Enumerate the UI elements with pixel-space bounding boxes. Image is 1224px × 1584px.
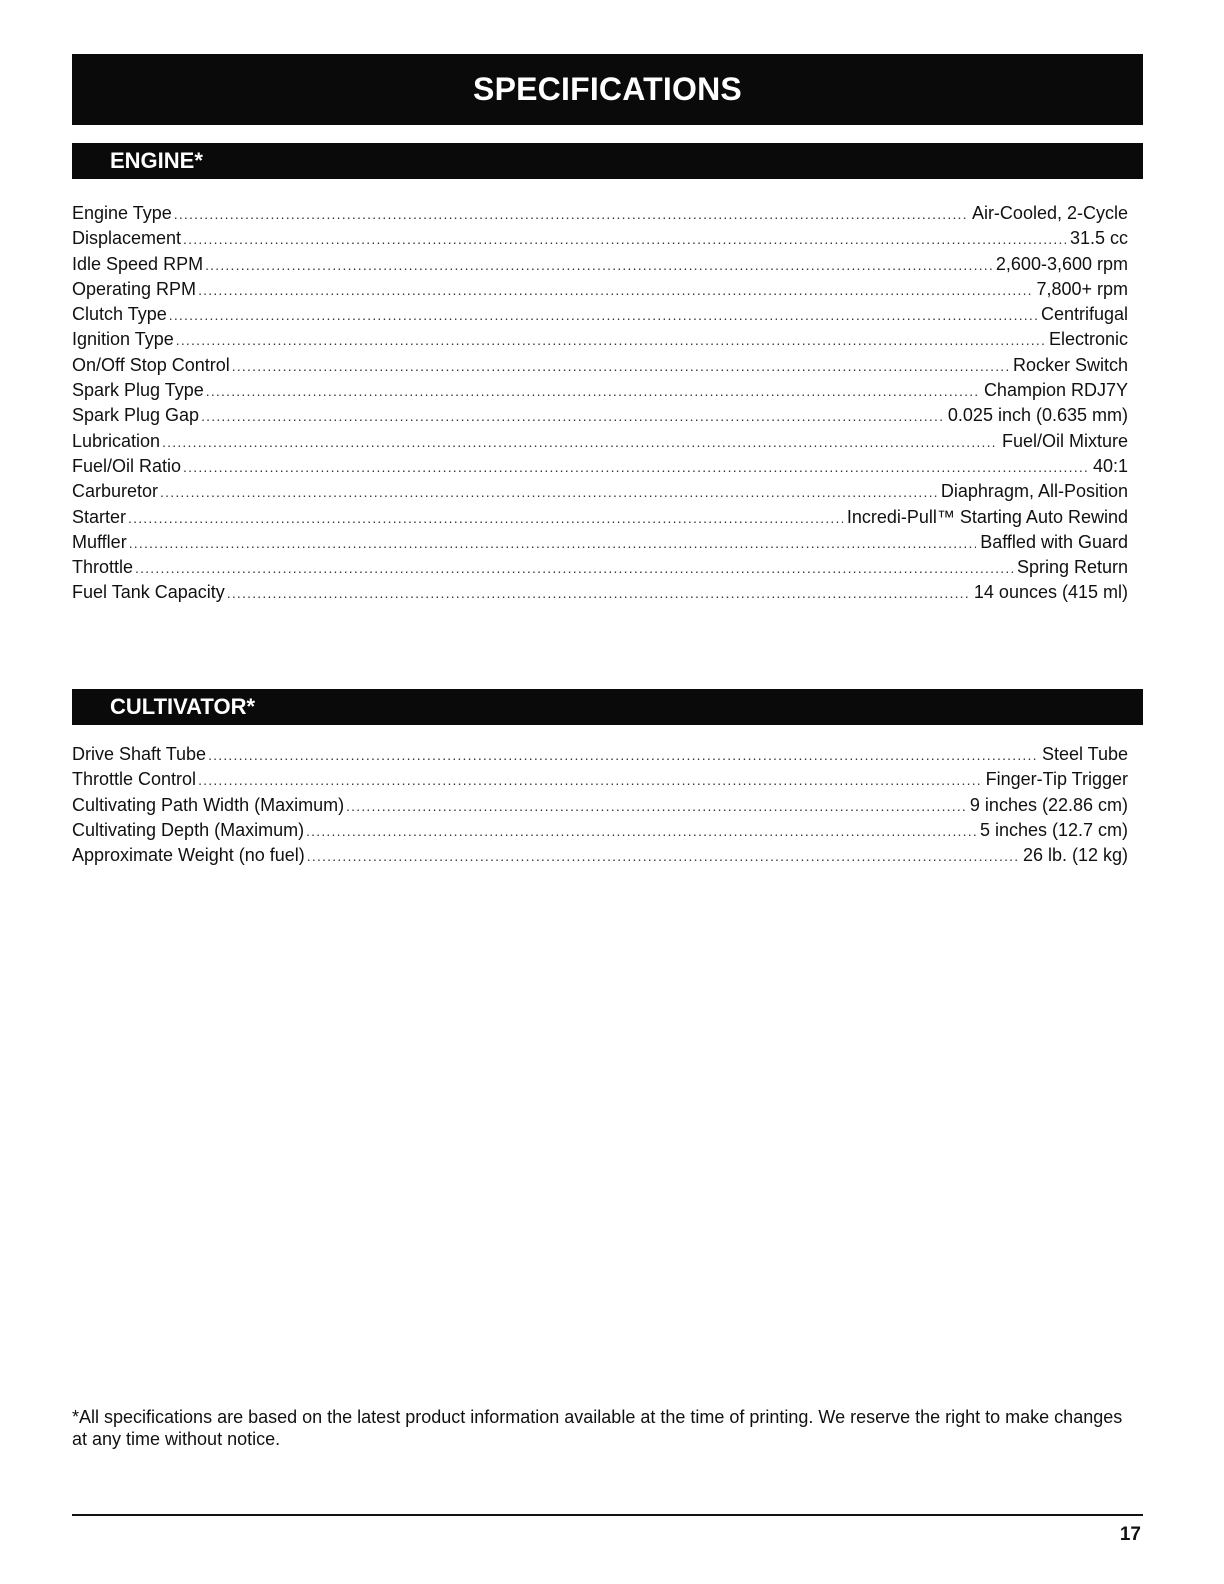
spec-value: Centrifugal	[1037, 302, 1128, 327]
spec-row-operating-rpm	[72, 277, 1128, 302]
spec-label: Spark Plug Gap	[72, 405, 200, 426]
dot-leader	[160, 480, 937, 504]
spec-row-lubrication	[72, 429, 1128, 454]
dot-leader	[346, 794, 966, 818]
specifications-footnote: *All specifications are based on the latest product information available at the time of printing. We reserve the right to make changes at any time without notice.	[72, 1407, 1123, 1449]
engine-section-heading: ENGINE*	[72, 143, 1143, 179]
spec-row-clutch-type	[72, 302, 1128, 327]
spec-label: On/Off Stop Control	[72, 354, 230, 375]
spec-row-engine-type	[72, 201, 1128, 226]
spec-value: Diaphragm, All-Position	[937, 479, 1128, 504]
spec-value: 31.5 cc	[1066, 226, 1128, 251]
spec-row-starter	[72, 505, 1128, 530]
spec-value: 2,600-3,600 rpm	[992, 252, 1128, 277]
spec-row-fuel-oil-ratio	[72, 454, 1128, 479]
spec-label: Muffler	[72, 531, 127, 552]
spec-row-carburetor	[72, 479, 1128, 504]
spec-row-approximate-weight	[72, 843, 1128, 868]
spec-row-spark-plug-type	[72, 378, 1128, 403]
spec-label: Displacement	[72, 228, 182, 249]
spec-value: 26 lb. (12 kg)	[1019, 843, 1128, 868]
spec-label: Spark Plug Type	[72, 380, 204, 401]
dot-leader	[128, 506, 843, 530]
dot-leader	[232, 354, 1009, 378]
spec-value: Baffled with Guard	[976, 530, 1128, 555]
spec-value: Electronic	[1045, 327, 1128, 352]
spec-value: 7,800+ rpm	[1032, 277, 1128, 302]
spec-label: Operating RPM	[72, 278, 197, 299]
dot-leader	[208, 743, 1038, 767]
spec-value: Rocker Switch	[1009, 353, 1128, 378]
spec-label: Starter	[72, 506, 127, 527]
spec-row-cultivating-depth	[72, 818, 1128, 843]
spec-row-path-width	[72, 793, 1128, 818]
spec-value: Fuel/Oil Mixture	[998, 429, 1128, 454]
dot-leader	[198, 278, 1032, 302]
spec-row-idle-speed	[72, 252, 1128, 277]
spec-label: Cultivating Depth (Maximum)	[72, 819, 305, 840]
spec-label: Throttle Control	[72, 769, 197, 790]
dot-leader	[206, 379, 980, 403]
dot-leader	[205, 253, 992, 277]
spec-label: Fuel Tank Capacity	[72, 582, 225, 603]
spec-value: Air-Cooled, 2-Cycle	[968, 201, 1128, 226]
dot-leader	[227, 581, 970, 605]
dot-leader	[307, 844, 1019, 868]
spec-value: Steel Tube	[1038, 742, 1128, 767]
spec-row-displacement	[72, 226, 1128, 251]
footer-divider	[72, 1514, 1143, 1516]
dot-leader	[198, 768, 982, 792]
spec-row-muffler	[72, 530, 1128, 555]
spec-value: 5 inches (12.7 cm)	[976, 818, 1128, 843]
dot-leader	[176, 328, 1045, 352]
spec-value: Champion RDJ7Y	[980, 378, 1128, 403]
cultivator-spec-list	[72, 742, 1128, 868]
dot-leader	[183, 455, 1089, 479]
spec-label: Idle Speed RPM	[72, 253, 204, 274]
spec-value: 9 inches (22.86 cm)	[966, 793, 1128, 818]
dot-leader	[201, 404, 944, 428]
spec-row-fuel-tank-capacity	[72, 580, 1128, 605]
spec-value: 0.025 inch (0.635 mm)	[944, 403, 1128, 428]
cultivator-section-heading: CULTIVATOR*	[72, 689, 1143, 725]
dot-leader	[306, 819, 976, 843]
spec-label: Drive Shaft Tube	[72, 744, 207, 764]
dot-leader	[129, 531, 977, 555]
spec-label: Throttle	[72, 557, 134, 578]
spec-label: Fuel/Oil Ratio	[72, 455, 182, 476]
dot-leader	[169, 303, 1037, 327]
spec-label: Ignition Type	[72, 329, 174, 350]
spec-row-drive-shaft-tube	[72, 742, 1128, 767]
spec-value: 40:1	[1089, 454, 1128, 479]
spec-value: Finger-Tip Trigger	[982, 767, 1128, 792]
spec-label: Cultivating Path Width (Maximum)	[72, 794, 345, 815]
dot-leader	[135, 556, 1013, 580]
spec-label: Approximate Weight (no fuel)	[72, 845, 305, 866]
spec-row-stop-control	[72, 353, 1128, 378]
page-title: SPECIFICATIONS	[72, 54, 1143, 125]
spec-label: Carburetor	[72, 481, 159, 502]
spec-value: Incredi-Pull™ Starting Auto Rewind	[843, 505, 1128, 530]
spec-row-spark-plug-gap	[72, 403, 1128, 428]
spec-value: 14 ounces (415 ml)	[970, 580, 1128, 605]
spec-row-throttle	[72, 555, 1128, 580]
page-number: 17	[1119, 1524, 1141, 1545]
spec-row-ignition-type	[72, 327, 1128, 352]
dot-leader	[174, 202, 968, 226]
spec-value: Spring Return	[1013, 555, 1128, 580]
spec-label: Clutch Type	[72, 304, 167, 325]
engine-spec-list	[72, 201, 1128, 606]
dot-leader	[183, 227, 1066, 251]
dot-leader	[162, 430, 998, 454]
spec-label: Lubrication	[72, 430, 161, 451]
spec-row-throttle-control	[72, 767, 1128, 792]
spec-label: Engine Type	[72, 203, 172, 223]
